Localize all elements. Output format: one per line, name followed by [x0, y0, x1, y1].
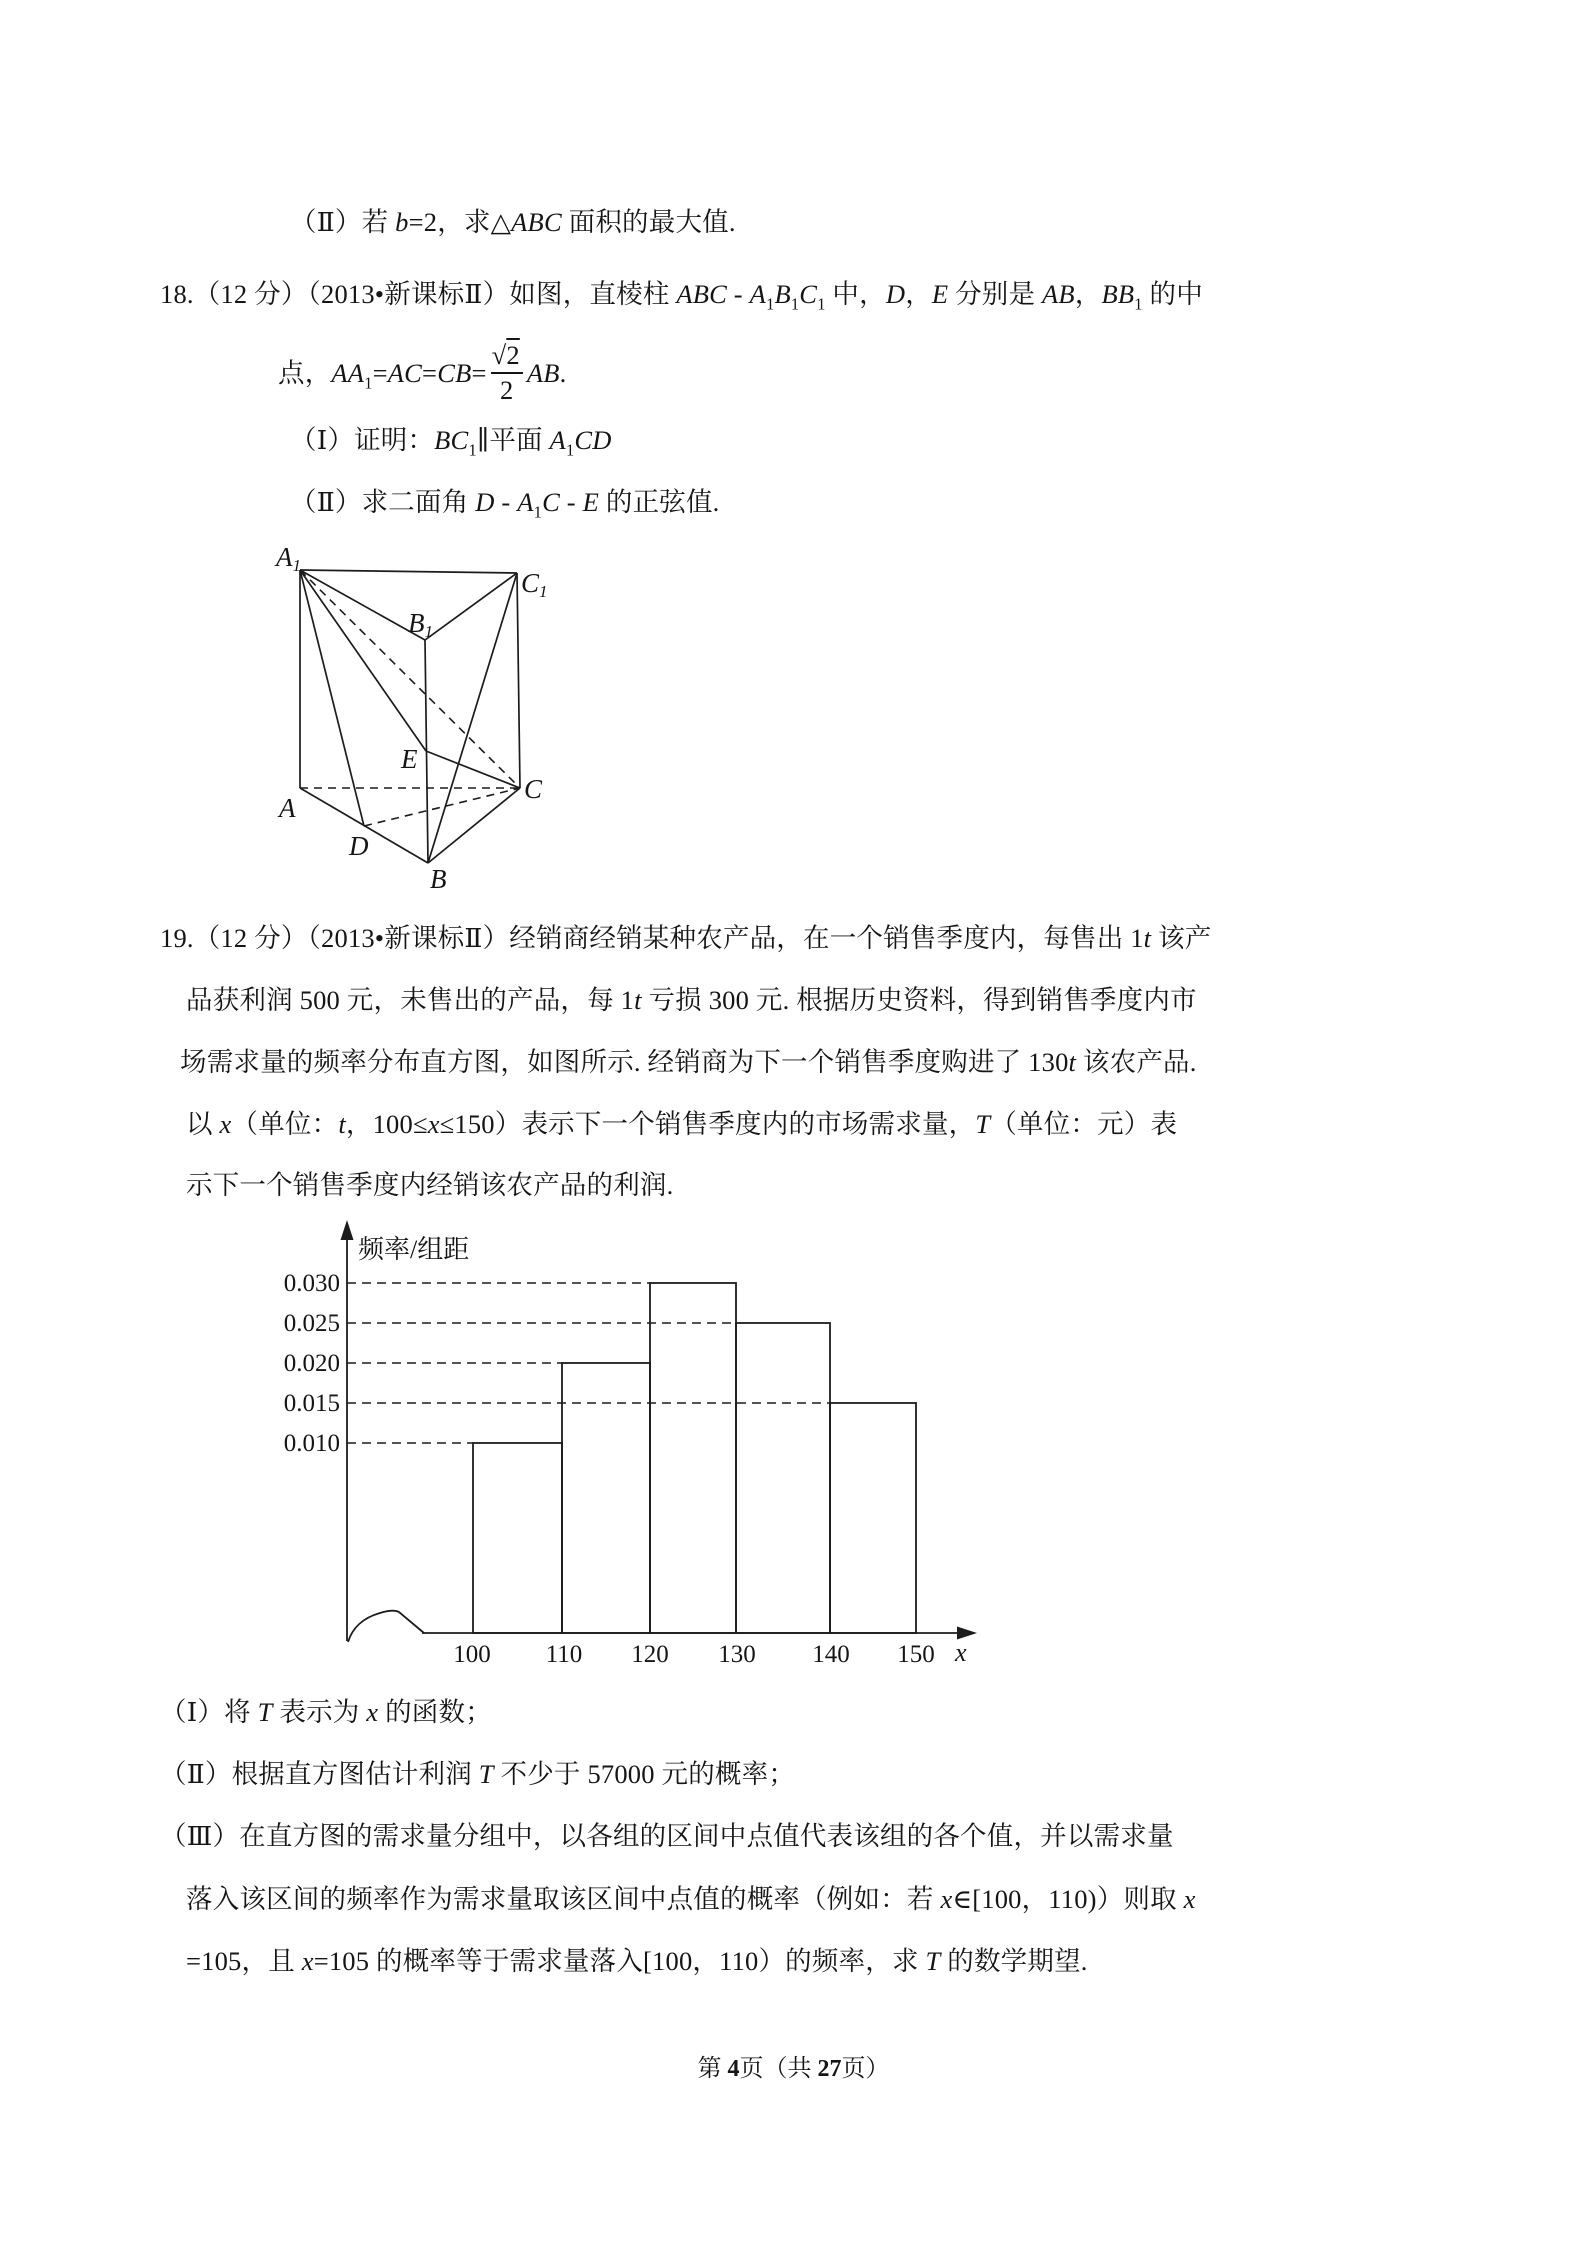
problem-19-intro-line-2: 品获利润 500 元，未售出的产品，每 1t 亏损 300 元. 根据历史资料，得到销售季度内市: [186, 985, 1197, 1015]
segment-A1E: [300, 570, 426, 751]
bar-100-110: [473, 1443, 562, 1633]
fraction-numerator: √2: [491, 341, 523, 374]
x-axis-letter: x: [955, 1638, 967, 1667]
vertex-label-C: C: [524, 774, 543, 804]
problem-19-part3-line-2: 落入该区间的频率作为需求量取该区间中点值的概率（例如：若 x∈[100，110)）则取 x: [186, 1884, 1196, 1914]
condition-suffix: AB.: [526, 358, 567, 389]
problem-17-part2-line: （Ⅱ）若 b=2，求△ABC 面积的最大值.: [290, 207, 736, 237]
edge-A1C1: [300, 570, 517, 573]
y-axis-label: 频率/组距: [358, 1235, 470, 1264]
vertex-label-D: D: [349, 831, 369, 861]
bar-140-150: [830, 1403, 916, 1633]
problem-19-part3-line-1: （Ⅲ）在直方图的需求量分组中，以各组的区间中点值代表该组的各个值，并以需求量: [160, 1821, 1174, 1851]
x-tick-label: 100: [453, 1641, 491, 1668]
problem-18-part1-line: （Ⅰ）证明：$BC_1\parallel$平面 $A_1CD$: [290, 425, 612, 460]
bar-120-130: [650, 1283, 736, 1633]
x-tick-label: 150: [897, 1641, 935, 1668]
x-tick-label: 120: [631, 1641, 669, 1668]
y-axis-arrow: [341, 1220, 354, 1240]
vertex-label-B1: B1: [408, 608, 433, 641]
prism-figure: [260, 535, 570, 907]
fraction-denominator: 2: [499, 374, 514, 405]
vertex-label-B: B: [430, 864, 447, 894]
histogram-figure: [250, 1208, 990, 1675]
histogram-bars: [473, 1283, 916, 1633]
problem-19-part3-line-3: =105，且 x=105 的概率等于需求量落入[100，110）的频率，求 T 的数学期望.: [186, 1946, 1088, 1976]
condition-prefix: 点，$AA_1=AC=CB=$: [278, 358, 487, 393]
y-tick-label: 0.025: [283, 1310, 340, 1337]
fraction-sqrt2-over-2: [491, 341, 523, 403]
problem-18-condition-line: [278, 340, 567, 407]
problem-19-part2-line: （Ⅱ）根据直方图估计利润 T 不少于 57000 元的概率；: [160, 1759, 796, 1789]
problem-18-intro-line: 18.（12 分）（2013•新课标Ⅱ）如图，直棱柱 ABC - $A_1B_1C_1$ 中，D，E 分别是 AB，$BB_1$ 的中: [160, 279, 1203, 314]
problem-18-part2-line: （Ⅱ）求二面角 D - $A_1C$ - E 的正弦值.: [290, 487, 720, 522]
vertex-label-A1: A1: [276, 542, 301, 575]
problem-19-part1-line: （Ⅰ）将 T 表示为 x 的函数；: [160, 1697, 492, 1727]
y-tick-label: 0.010: [283, 1430, 340, 1457]
edge-B1C1: [425, 573, 517, 640]
axis-break-squiggle: [348, 1611, 424, 1642]
segment-EC: [426, 751, 520, 788]
problem-19-intro-line-3: 场需求量的频率分布直方图，如图所示. 经销商为下一个销售季度购进了 130t 该农产品.: [180, 1047, 1197, 1077]
segment-C1B: [428, 573, 517, 863]
bar-130-140: [736, 1323, 830, 1633]
y-tick-label: 0.030: [283, 1270, 340, 1297]
x-tick-label: 130: [718, 1641, 756, 1668]
x-tick-label: 140: [812, 1641, 850, 1668]
vertex-label-A: A: [279, 793, 296, 823]
problem-19-intro-line-5: 示下一个销售季度内经销该农产品的利润.: [186, 1170, 674, 1200]
page-footer: 第 4页（共 27页）: [697, 2056, 890, 2082]
vertex-label-C1: C1: [521, 568, 548, 601]
y-tick-label: 0.015: [283, 1390, 340, 1417]
problem-19-intro-line-4: 以 x（单位：t，100≤x≤150）表示下一个销售季度内的市场需求量，T（单位：元）表: [186, 1109, 1178, 1139]
y-tick-label: 0.020: [283, 1350, 340, 1377]
problem-19-intro-line-1: 19.（12 分）（2013•新课标Ⅱ）经销商经销某种农产品，在一个销售季度内，每售出 1t 该产: [160, 923, 1212, 953]
x-tick-label: 110: [545, 1641, 583, 1668]
edge-C1C: [517, 573, 520, 788]
vertex-label-E: E: [401, 744, 418, 774]
edge-A1B1: [300, 570, 425, 640]
